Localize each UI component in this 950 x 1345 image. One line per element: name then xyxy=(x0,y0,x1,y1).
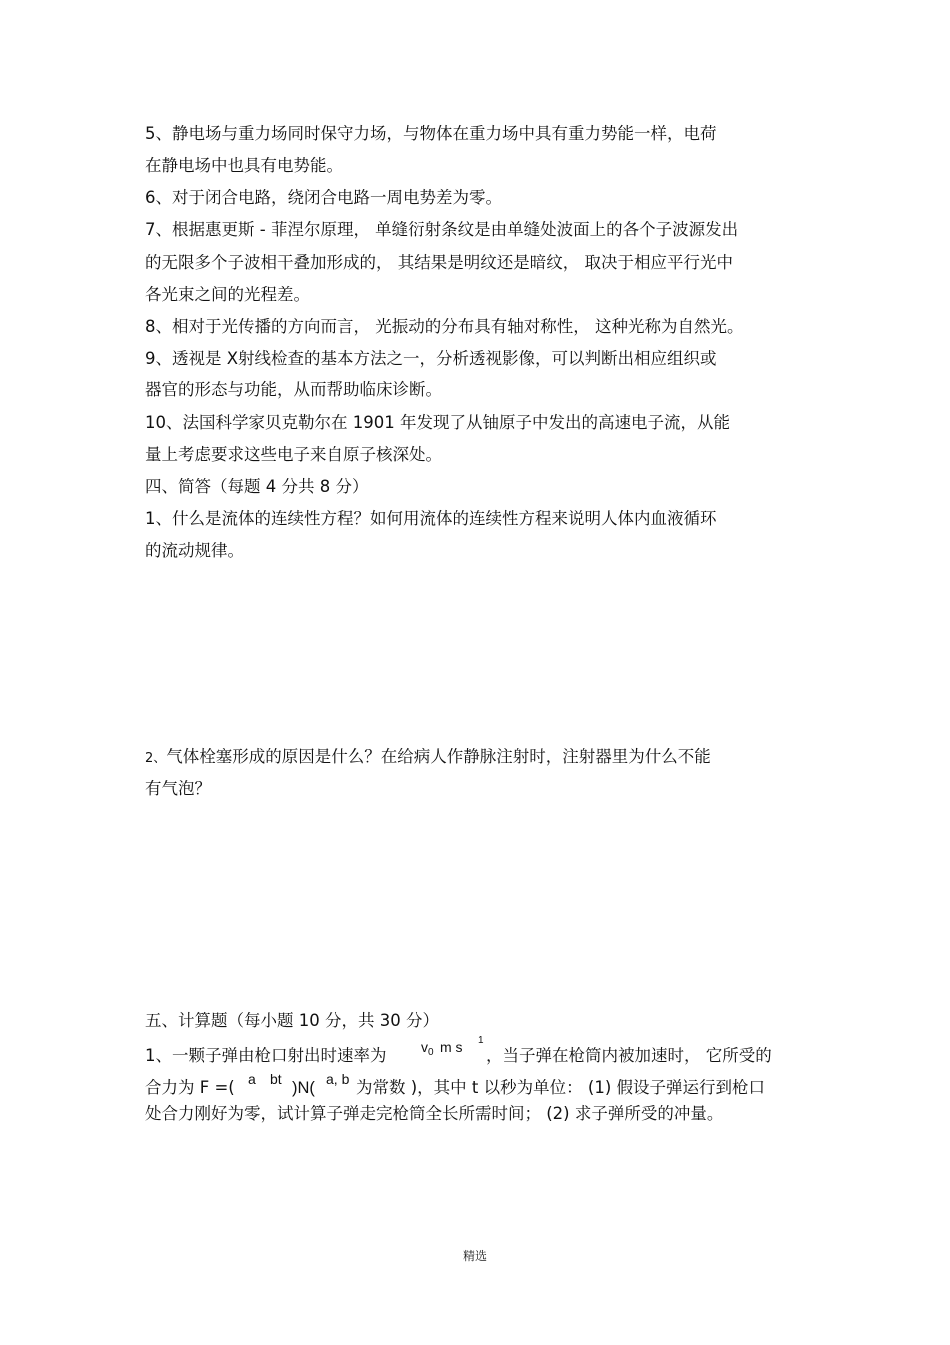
item-7-line-1: 7、根据惠更斯 - 菲涅尔原理， 单缝衍射条纹是由单缝处波面上的各个子波源发出 xyxy=(145,220,739,239)
unit-m-s: m s xyxy=(440,1039,463,1055)
calc-q1-line-2-cont: 为常数 )，其中 t 以秒为单位： (1) 假设子弹运行到枪口 xyxy=(356,1078,766,1097)
v0-subscript: 0 xyxy=(428,1047,434,1058)
item-8-line-1: 8、相对于光传播的方向而言， 光振动的分布具有轴对称性， 这种光称为自然光。 xyxy=(145,317,744,336)
v0-letter: v xyxy=(421,1039,428,1055)
section-4-heading: 四、简答（每题 4 分共 8 分） xyxy=(145,477,369,496)
item-10-line-2: 量上考虑要求这些电子来自原子核深处。 xyxy=(145,445,442,464)
item-9-line-2: 器官的形态与功能，从而帮助临床诊断。 xyxy=(145,380,442,399)
item-6-line-1: 6、对于闭合电路，绕闭合电路一周电势差为零。 xyxy=(145,188,502,207)
constants-a-b: a, b xyxy=(326,1071,350,1087)
item-9-line-1: 9、透视是 X射线检查的基本方法之一，分析透视影像，可以判断出相应组织或 xyxy=(145,349,717,368)
calc-q1-line-1-cont: ，当子弹在枪筒内被加速时， 它所受的 xyxy=(486,1046,772,1065)
item-7-line-3: 各光束之间的光程差。 xyxy=(145,285,310,304)
unit-exponent: 1 xyxy=(478,1035,484,1046)
short-answer-q1-line-2: 的流动规律。 xyxy=(145,541,244,560)
item-7-line-2: 的无限多个子波相干叠加形成的， 其结果是明纹还是暗纹， 取决于相应平行光中 xyxy=(145,253,733,272)
calc-q1-line-3: 处合力刚好为零，试计算子弹走完枪筒全长所需时间； (2) 求子弹所受的冲量。 xyxy=(145,1104,724,1123)
calc-q1-line-2-start: 合力为 F =( xyxy=(145,1078,235,1097)
item-5-line-2: 在静电场中也具有电势能。 xyxy=(145,156,343,175)
page-footer: 精选 xyxy=(462,1249,487,1263)
section-5-heading: 五、计算题（每小题 10 分，共 30 分） xyxy=(145,1011,439,1030)
force-coef-a: a xyxy=(248,1071,256,1087)
item-10-line-1: 10、法国科学家贝克勒尔在 1901 年发现了从铀原子中发出的高速电子流，从能 xyxy=(145,413,730,432)
calc-q1-line-1: 1、一颗子弹由枪口射出时速率为 xyxy=(145,1046,387,1065)
short-answer-q2-text: 气体栓塞形成的原因是什么？在给病人作静脉注射时，注射器里为什么不能 xyxy=(166,747,711,766)
short-answer-q2-line-2: 有气泡？ xyxy=(145,779,211,798)
item-5-line-1: 5、静电场与重力场同时保守力场，与物体在重力场中具有重力势能一样，电荷 xyxy=(145,124,717,143)
short-answer-q2-line-1 xyxy=(145,747,711,769)
velocity-symbol xyxy=(421,1040,434,1057)
force-term-bt: bt xyxy=(270,1071,282,1087)
short-answer-q2-number: 2、 xyxy=(145,751,167,766)
force-unit-n: )N( xyxy=(292,1079,315,1097)
short-answer-q1-line-1: 1、什么是流体的连续性方程？如何用流体的连续性方程来说明人体内血液循环 xyxy=(145,509,717,528)
